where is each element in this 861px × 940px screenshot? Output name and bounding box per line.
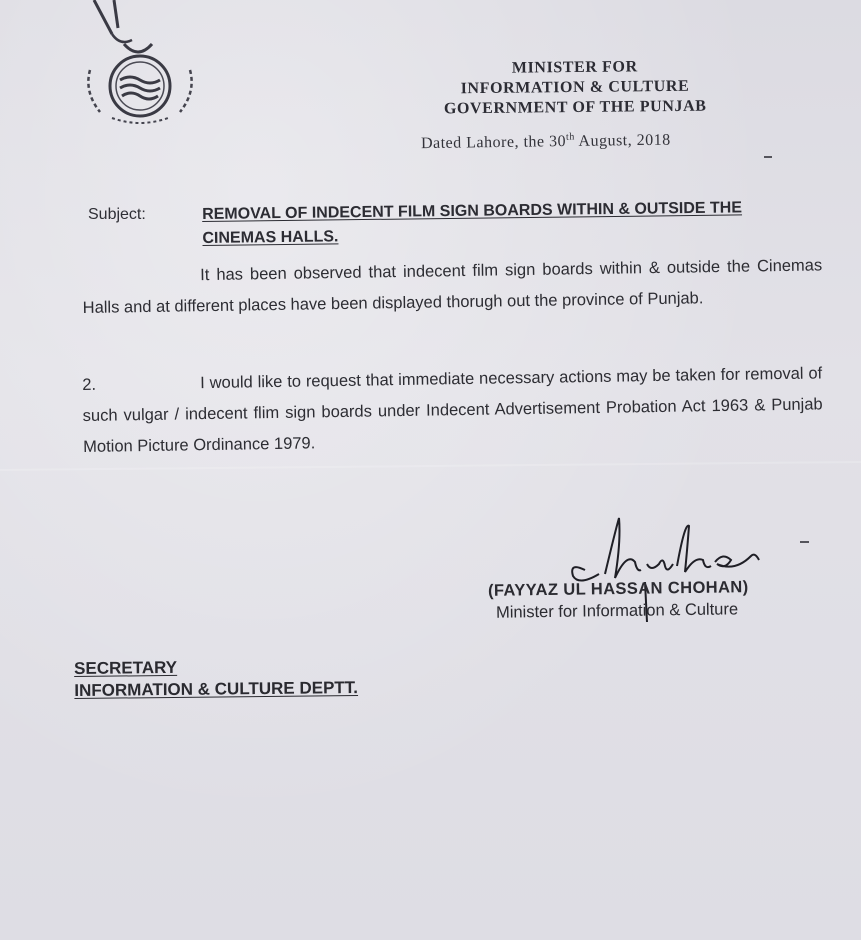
subject-label: Subject: — [88, 206, 146, 223]
paragraph-2 — [82, 358, 823, 463]
addressee-block — [74, 655, 358, 702]
stray-mark-2 — [800, 541, 809, 543]
date-ordinal: th — [565, 131, 575, 143]
stray-mark — [764, 156, 772, 158]
paragraph-1-text: It has been observed that indecent film sign boards within & outside the Cinemas Halls and at different places have been displayed thorugh out the province of Punjab. — [82, 256, 823, 317]
addressee-line-1: SECRETARY — [74, 657, 178, 678]
paragraph-2-text: I would like to request that immediate necessary actions may be taken for removal of such vulgar / indecent flim sign boards under Indecent Advertisement Probation Act 1963 & Punjab Motion Picture Ordinance 1979. — [82, 364, 823, 456]
date-line — [421, 130, 671, 153]
letterhead-line-1: MINISTER FOR — [511, 58, 638, 77]
paragraph-indent — [82, 280, 200, 282]
paragraph-1 — [82, 250, 823, 324]
signatory-title: Minister for Information & Culture — [495, 600, 739, 622]
date-prefix: Dated Lahore, the 30 — [420, 133, 567, 153]
date-suffix: August, 2018 — [574, 131, 671, 150]
addressee-line-2: INFORMATION & CULTURE DEPTT. — [74, 678, 359, 700]
paragraph-2-number: 2. — [82, 375, 97, 394]
signatory-name: (FAYYAZ UL HASSAN CHOHAN) — [487, 578, 749, 600]
letterhead — [400, 56, 751, 120]
letterhead-line-3: GOVERNMENT OF THE PUNJAB — [443, 97, 707, 118]
punjab-government-emblem — [72, 0, 202, 130]
subject-text: REMOVAL OF INDECENT FILM SIGN BOARDS WITHIN & OUTSIDE THE CINEMAS HALLS. — [202, 199, 743, 247]
letterhead-line-2: INFORMATION & CULTURE — [460, 77, 690, 98]
